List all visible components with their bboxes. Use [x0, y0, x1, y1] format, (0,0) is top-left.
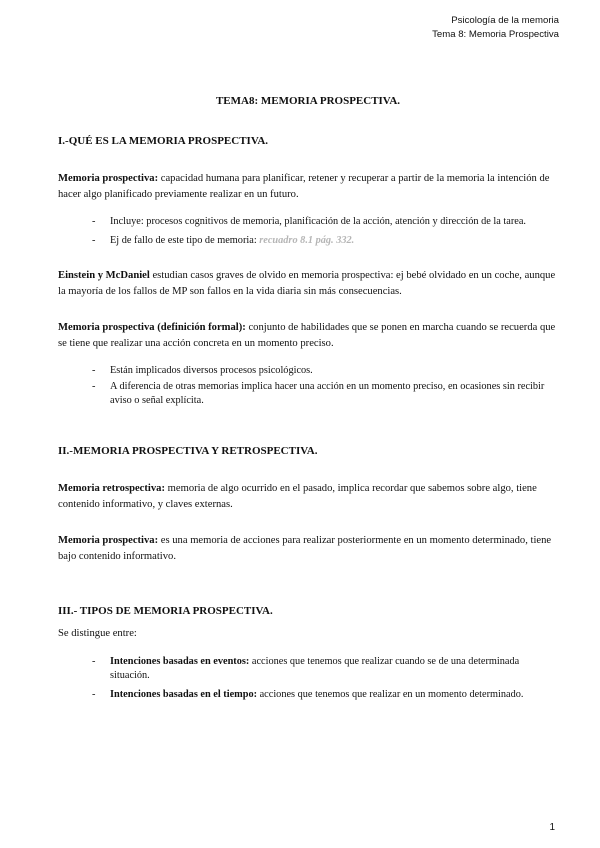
- section-1-paragraph-3: [58, 320, 558, 352]
- section-1-paragraph-2: [58, 268, 558, 300]
- section-3-intro: Se distingue entre:: [58, 628, 137, 639]
- section-3-list: [58, 655, 558, 702]
- bullet-dash: -: [92, 381, 96, 392]
- section-2-paragraph-1: [58, 481, 558, 513]
- list-item: [58, 364, 558, 378]
- list-item-text: Están implicados diversos procesos psicológicos.: [110, 365, 313, 376]
- bullet-dash: -: [92, 365, 96, 376]
- list-item-text: acciones que tenemos que realizar cuando se de una determinada situación.: [110, 656, 520, 681]
- paragraph-text: es una memoria de acciones para realizar posteriormente en un momento determinado, tiene bajo contenido informativo.: [58, 535, 552, 562]
- term: Memoria retrospectiva:: [58, 483, 165, 494]
- section-3-heading: III.- TIPOS DE MEMORIA PROSPECTIVA.: [58, 605, 273, 617]
- section-1-list-2: [58, 364, 558, 408]
- section-1-paragraph-1: [58, 171, 558, 203]
- section-1-list-1: [58, 215, 558, 248]
- list-item: [58, 688, 558, 702]
- paragraph-text: estudian casos graves de olvido en memoria prospectiva: ej bebé olvidado en un coche, aunque la mayoría de los fallos de MP son fallos en la vida diaria sin más consecuencias.: [58, 270, 556, 297]
- term: Memoria prospectiva (definición formal):: [58, 322, 246, 333]
- list-item: [58, 655, 558, 683]
- list-item: [58, 380, 558, 408]
- section-1-heading: I.-QUÉ ES LA MEMORIA PROSPECTIVA.: [58, 135, 269, 147]
- paragraph-text: capacidad humana para planificar, retener y recuperar a partir de la memoria la intención de hacer algo planificado previamente realizar en un futuro.: [58, 173, 550, 200]
- list-item-text: acciones que tenemos que realizar en un momento determinado.: [257, 689, 524, 700]
- list-item-text: Ej de fallo de este tipo de memoria:: [110, 235, 260, 246]
- bullet-dash: -: [92, 656, 96, 667]
- header-course: Psicología de la memoria: [451, 15, 559, 26]
- term: Memoria prospectiva:: [58, 173, 159, 184]
- term: Memoria prospectiva:: [58, 535, 159, 546]
- list-item: [58, 234, 558, 248]
- list-item-text: A diferencia de otras memorias implica hacer una acción en un momento preciso, en ocasiones sin recibir aviso o señal explícita.: [110, 381, 545, 406]
- list-item-text: Incluye: procesos cognitivos de memoria, planificación de la acción, atención y dirección de la tarea.: [110, 216, 526, 227]
- section-2-paragraph-2: [58, 533, 558, 565]
- list-item: [58, 215, 558, 229]
- bullet-dash: -: [92, 689, 96, 700]
- bullet-dash: -: [92, 216, 96, 227]
- term: Einstein y McDaniel: [58, 270, 150, 281]
- bullet-dash: -: [92, 235, 96, 246]
- section-2-heading: II.-MEMORIA PROSPECTIVA Y RETROSPECTIVA.: [58, 445, 318, 457]
- page-number: 1: [549, 822, 555, 833]
- textbook-reference: recuadro 8.1 pág. 332.: [259, 235, 355, 246]
- header-topic: Tema 8: Memoria Prospectiva: [432, 29, 559, 40]
- paragraph-text: memoria de algo ocurrido en el pasado, implica recordar que sabemos sobre algo, tiene contenido informativo, y claves externas.: [58, 483, 537, 510]
- term: Intenciones basadas en el tiempo:: [110, 689, 258, 700]
- document-title: TEMA8: MEMORIA PROSPECTIVA.: [215, 95, 401, 107]
- running-header: [432, 14, 559, 42]
- document-body: [58, 93, 558, 702]
- paragraph-text: conjunto de habilidades que se ponen en marcha cuando se recuerda que se tiene que realizar una acción concreta en un momento preciso.: [58, 322, 556, 349]
- term: Intenciones basadas en eventos:: [110, 656, 250, 667]
